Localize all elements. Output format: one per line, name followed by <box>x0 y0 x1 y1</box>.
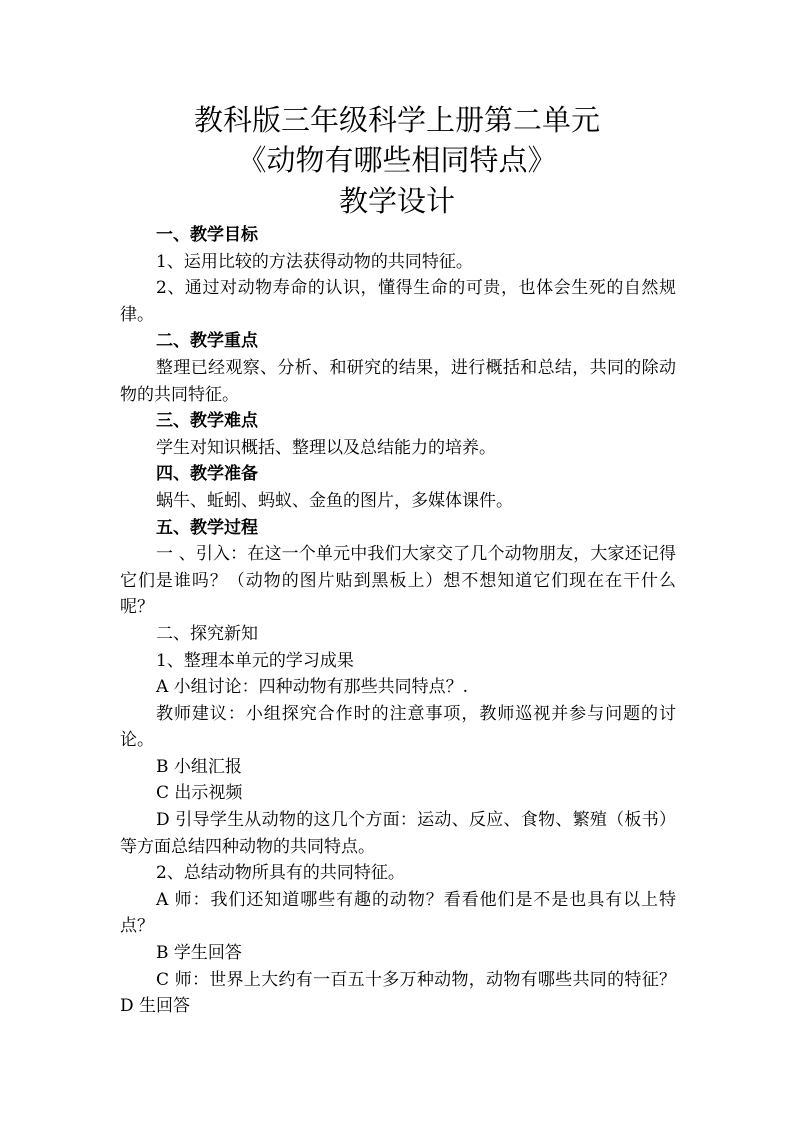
document-title-line-1: 教科版三年级科学上册第二单元 <box>193 103 600 137</box>
objective-item-2: 2、通过对动物寿命的认识，懂得生命的可贵，也体会生死的自然规律。 <box>120 278 676 325</box>
process-paragraph: A 小组讨论：四种动物有那些共同特点？. <box>156 677 469 698</box>
process-paragraph: C 出示视频 <box>156 783 243 804</box>
objectives-heading: 一、教学目标 <box>156 225 258 245</box>
objective-item-1: 1、运用比较的方法获得动物的共同特征。 <box>156 251 473 272</box>
difficulties-text: 学生对知识概括、整理以及总结能力的培养。 <box>156 437 496 458</box>
preparation-heading: 四、教学准备 <box>156 464 258 485</box>
process-paragraph: D 引导学生从动物的这几个方面：运动、反应、食物、繁殖（板书）等方面总结四种动物的共同特点。 <box>120 810 676 857</box>
process-paragraph: A 师：我们还知道哪些有趣的动物？看看他们是不是也具有以上特点？ <box>120 889 676 937</box>
preparation-text: 蜗牛、蚯蚓、蚂蚁、金鱼的图片，多媒体课件。 <box>156 490 513 511</box>
process-paragraph: B 学生回答 <box>156 943 242 964</box>
process-paragraph: B 小组汇报 <box>156 756 242 777</box>
process-paragraph: 1、整理本单元的学习成果 <box>156 650 354 671</box>
document-title-line-2: 《动物有哪些相同特点》 <box>237 143 557 177</box>
document-title-line-3: 教学设计 <box>338 184 455 218</box>
difficulties-heading: 三、教学难点 <box>156 411 258 432</box>
process-paragraph: 2、总结动物所具有的共同特征。 <box>156 863 405 884</box>
process-paragraph: 二、探究新知 <box>156 623 258 644</box>
process-heading: 五、教学过程 <box>156 517 258 538</box>
document-body <box>120 222 676 1020</box>
process-paragraph: 一 、引入：在这一个单元中我们大家交了几个动物朋友，大家还记得它们是谁吗？（动物的图片贴到黑板上）想不想知道它们现在在干什么呢？ <box>120 544 676 618</box>
process-paragraph: C 师：世界上大约有一百五十多万种动物，动物有哪些共同的特征？D 生回答 <box>120 969 676 1017</box>
key-points-text: 整理已经观察、分析、和研究的结果，进行概括和总结，共同的除动物的共同特征。 <box>120 357 676 405</box>
key-points-heading: 二、教学重点 <box>156 331 258 352</box>
process-paragraph: 教师建议：小组探究合作时的注意事项，教师巡视并参与问题的讨论。 <box>120 703 676 751</box>
